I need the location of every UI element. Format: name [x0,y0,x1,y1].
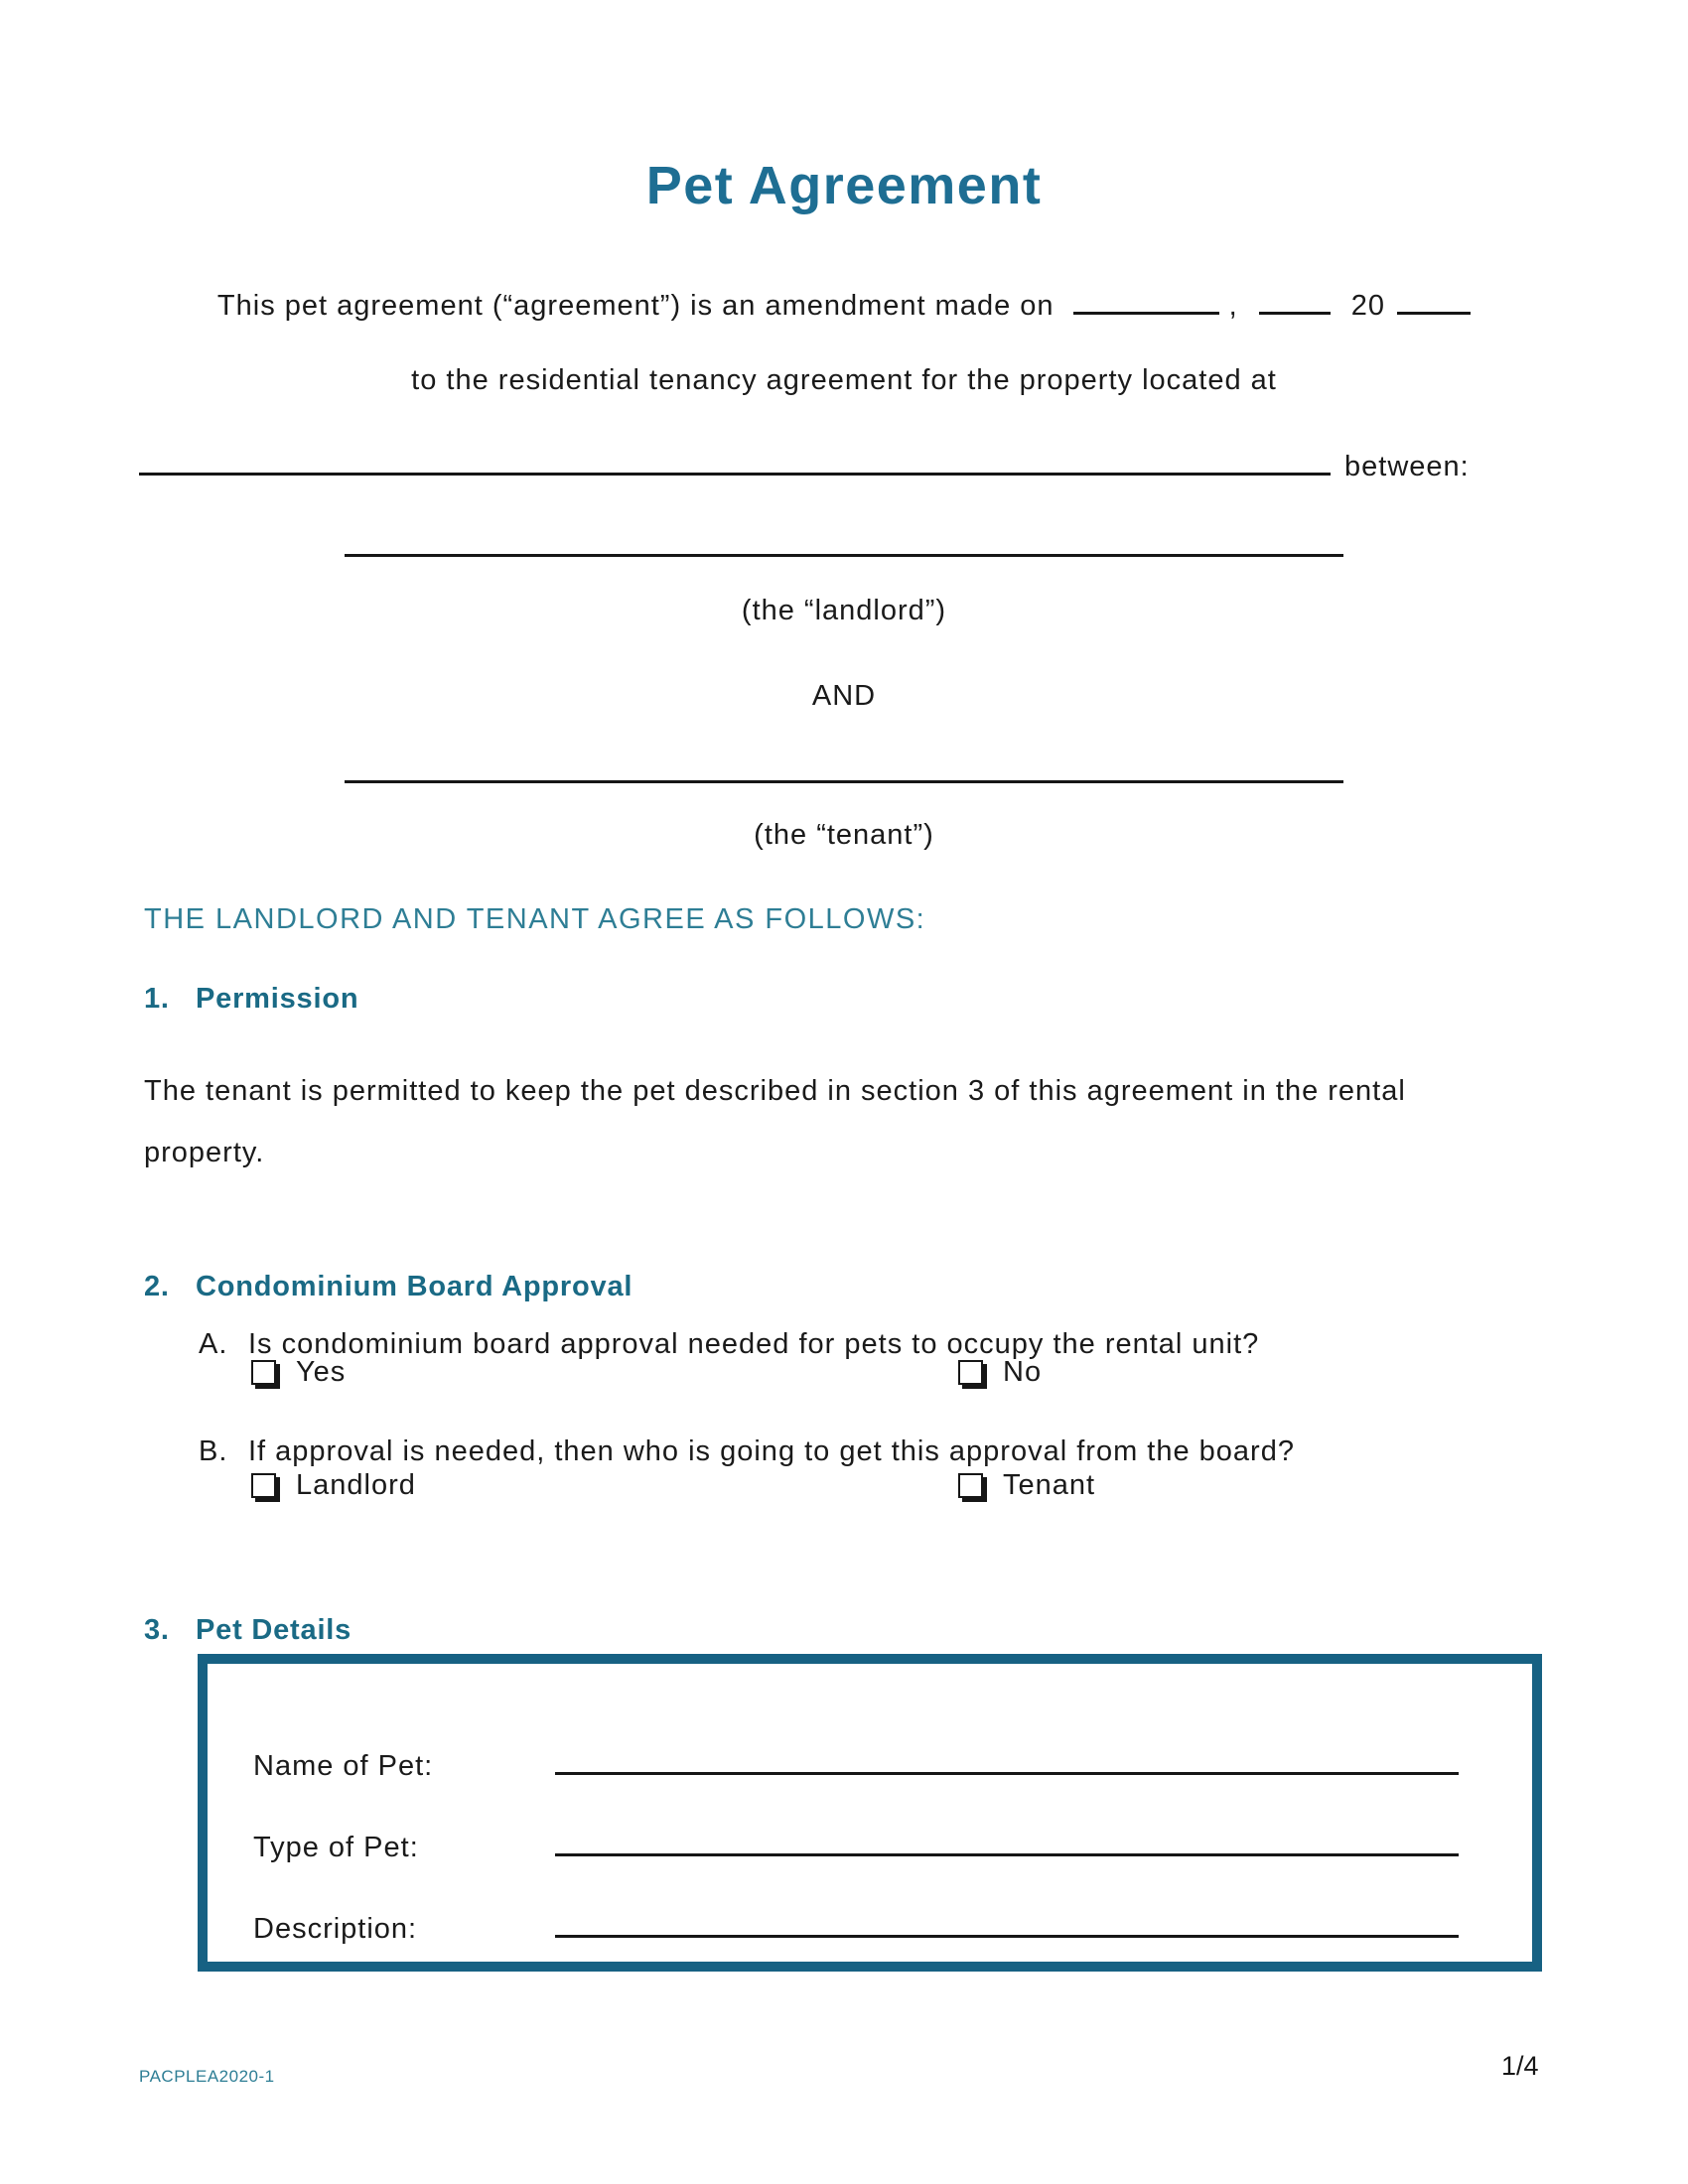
no-checkbox[interactable] [958,1360,983,1385]
question-b [199,1435,1295,1468]
permission-body-line-1: The tenant is permitted to keep the pet described in section 3 of this agreement in the rental [144,1075,1406,1107]
permission-body-line-2: property. [144,1137,265,1168]
landlord-caption: (the “landlord”) [741,595,947,626]
pet-description-label: Description: [253,1913,418,1945]
tenant-name-blank[interactable] [345,743,1343,783]
landlord-name-row [0,516,1688,558]
section-number: 2. [144,1271,170,1302]
tenant-caption: (the “tenant”) [754,819,934,851]
section-heading-permission [144,983,358,1016]
intro-year-prefix: 20 [1350,290,1386,322]
intro-line-1 [0,282,1688,324]
option-landlord[interactable] [251,1469,416,1502]
pet-name-label: Name of Pet: [253,1750,434,1782]
landlord-checkbox[interactable] [251,1473,276,1498]
section-number: 1. [144,983,170,1015]
permission-body [144,1060,1554,1183]
landlord-name-blank[interactable] [345,516,1343,557]
date-day-blank[interactable] [1259,282,1331,315]
section-title: Pet Details [196,1614,352,1646]
section-number: 3. [144,1614,170,1646]
pet-description-blank[interactable] [555,1897,1459,1938]
pet-details-box [198,1654,1542,1972]
option-tenant[interactable] [958,1469,1095,1502]
pet-name-field [253,1734,1459,1782]
question-a-options [0,1356,1688,1390]
property-address-row [139,435,1494,482]
option-yes[interactable] [251,1356,346,1389]
question-a-text: Is condominium board approval needed for pets to occupy the rental unit? [248,1328,1260,1360]
section-title: Permission [196,983,359,1015]
tenant-name-row [0,743,1688,784]
section-heading-pet-details [144,1614,352,1647]
tenant-checkbox[interactable] [958,1473,983,1498]
option-no-label: No [1003,1356,1043,1388]
pet-name-blank[interactable] [555,1734,1459,1775]
question-b-text: If approval is needed, then who is going to get this approval from the board? [248,1435,1295,1467]
section-heading-condo-approval [144,1271,633,1303]
option-tenant-label: Tenant [1003,1469,1096,1501]
yes-checkbox[interactable] [251,1360,276,1385]
made-on-date-blank[interactable] [1073,282,1219,315]
and-separator: AND [811,680,877,712]
intro-line1-text: This pet agreement (“agreement”) is an amendment made on [216,290,1055,322]
option-no[interactable] [958,1356,1042,1389]
document-code: PACPLEA2020-1 [139,2067,275,2086]
between-label: between: [1344,451,1470,482]
agree-heading: THE LANDLORD AND TENANT AGREE AS FOLLOWS: [144,903,926,935]
date-year-blank[interactable] [1397,282,1471,315]
intro-line-2: to the residential tenancy agreement for the property located at [411,364,1277,396]
question-b-options [0,1469,1688,1503]
option-yes-label: Yes [296,1356,347,1388]
intro-comma: , [1228,290,1238,322]
pet-type-blank[interactable] [555,1816,1459,1856]
page-number: 1/4 [1501,2051,1539,2081]
property-address-blank[interactable] [139,435,1331,476]
pet-type-field [253,1816,1459,1863]
section-title: Condominium Board Approval [196,1271,633,1302]
pet-type-label: Type of Pet: [253,1832,419,1863]
question-b-label: B. [199,1435,228,1467]
option-landlord-label: Landlord [296,1469,416,1501]
question-a-label: A. [199,1328,228,1360]
page-title: Pet Agreement [645,156,1043,215]
pet-description-field [253,1897,1459,1945]
